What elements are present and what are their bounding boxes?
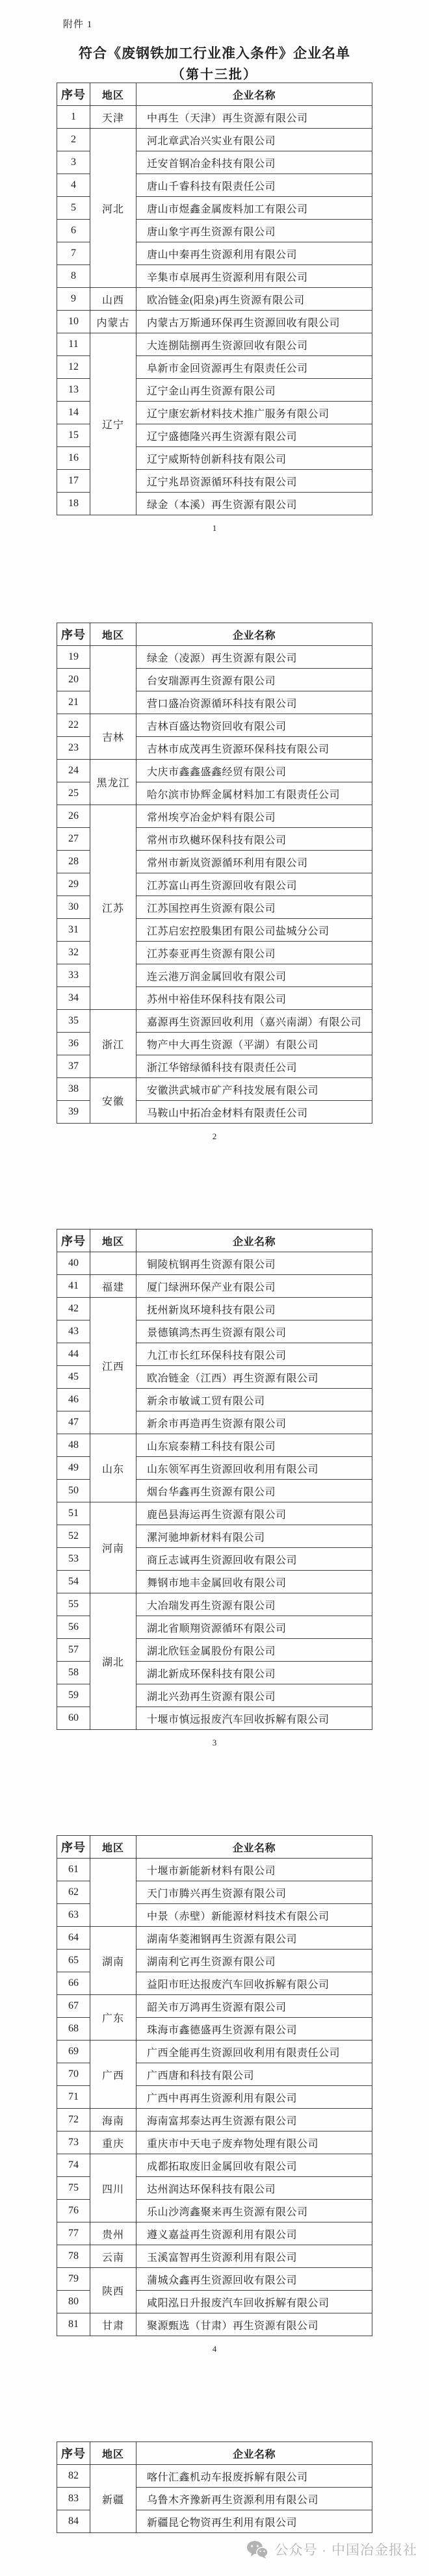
serial-cell: 20 — [57, 669, 90, 691]
region-cell: 四川 — [90, 2154, 136, 2222]
region-cell: 河北 — [90, 129, 136, 288]
company-cell: 益阳市旺达报废汽车回收拆解有限公司 — [136, 1972, 372, 1995]
table-block-5 — [57, 2441, 372, 2533]
company-cell: 抚州新岚环境科技有限公司 — [136, 1298, 372, 1320]
region-cell — [90, 646, 136, 714]
serial-cell: 48 — [57, 1434, 90, 1457]
serial-cell: 12 — [57, 356, 90, 379]
serial-cell: 36 — [57, 1033, 90, 1055]
col-header-company: 企业名称 — [136, 83, 372, 106]
serial-cell: 42 — [57, 1298, 90, 1320]
company-cell: 江苏富山再生资源回收有限公司 — [136, 873, 372, 896]
serial-cell: 77 — [57, 2222, 90, 2245]
region-cell — [90, 1859, 136, 1927]
company-cell: 大连捌陆捌再生资源回收有限公司 — [136, 333, 372, 356]
table-row — [57, 646, 372, 669]
serial-cell: 27 — [57, 828, 90, 851]
company-cell: 苏州中裕佳环保科技有限公司 — [136, 987, 372, 1010]
serial-cell: 84 — [57, 2510, 90, 2533]
serial-cell: 31 — [57, 919, 90, 942]
table-row — [57, 2132, 372, 2154]
serial-cell: 80 — [57, 2291, 90, 2313]
col-header-region: 地区 — [90, 83, 136, 106]
company-cell: 天门市腾兴再生资源有限公司 — [136, 1881, 372, 1904]
col-header-serial: 序号 — [57, 1836, 90, 1859]
region-cell: 江西 — [90, 1298, 136, 1434]
company-cell: 唐山象宇再生资源有限公司 — [136, 220, 372, 242]
serial-cell: 75 — [57, 2177, 90, 2200]
region-cell: 陕西 — [90, 2268, 136, 2313]
region-cell: 海南 — [90, 2109, 136, 2132]
serial-cell: 74 — [57, 2154, 90, 2177]
company-cell: 欧冶链金(阳泉)再生资源有限公司 — [136, 288, 372, 311]
serial-cell: 79 — [57, 2268, 90, 2291]
serial-cell: 3 — [57, 151, 90, 174]
company-cell: 聚源甄选（甘肃）再生资源有限公司 — [136, 2313, 372, 2336]
region-cell: 黑龙江 — [90, 760, 136, 805]
serial-cell: 39 — [57, 1101, 90, 1124]
table-row — [57, 2268, 372, 2291]
table-row — [57, 714, 372, 737]
header-row — [57, 83, 372, 106]
serial-cell: 64 — [57, 1927, 90, 1950]
company-cell: 乌鲁木齐豫新再生资源利用有限公司 — [136, 2488, 372, 2510]
region-cell: 吉林 — [90, 714, 136, 760]
table-row — [57, 1859, 372, 1881]
region-cell: 湖南 — [90, 1927, 136, 1995]
col-header-company: 企业名称 — [136, 2442, 372, 2465]
company-cell: 十堰市慎远报废汽车回收拆解有限公司 — [136, 1707, 372, 1730]
company-cell: 常州市新岚资源循环利用有限公司 — [136, 851, 372, 873]
table-row — [57, 2041, 372, 2063]
serial-cell: 69 — [57, 2041, 90, 2063]
serial-cell: 53 — [57, 1548, 90, 1571]
serial-cell: 14 — [57, 402, 90, 424]
company-cell: 迁安首钢冶金科技有限公司 — [136, 151, 372, 174]
table-row — [57, 1010, 372, 1033]
table-row — [57, 1252, 372, 1275]
company-cell: 欧冶链金（江西）再生资源有限公司 — [136, 1366, 372, 1389]
company-cell: 舞钢市地丰金属回收有限公司 — [136, 1571, 372, 1593]
table-row — [57, 1927, 372, 1950]
serial-cell: 33 — [57, 964, 90, 987]
serial-cell: 10 — [57, 311, 90, 333]
serial-cell: 51 — [57, 1502, 90, 1525]
table-row — [57, 2109, 372, 2132]
col-header-serial: 序号 — [57, 623, 90, 646]
table-row — [57, 106, 372, 129]
serial-cell: 45 — [57, 1366, 90, 1389]
serial-cell: 25 — [57, 782, 90, 805]
table-row — [57, 2465, 372, 2488]
company-cell: 中景（赤壁）新能源材料技术有限公司 — [136, 1904, 372, 1927]
header-row — [57, 1230, 372, 1252]
table-row — [57, 311, 372, 333]
company-cell: 绿金（本溪）再生资源有限公司 — [136, 493, 372, 515]
company-cell: 湖北省顺翔资源循环有限公司 — [136, 1616, 372, 1639]
company-cell: 湖南华菱湘钢再生资源有限公司 — [136, 1927, 372, 1950]
table-block-3 — [57, 1229, 372, 1730]
company-cell: 营口盛冶资源循环科技有限公司 — [136, 691, 372, 714]
company-cell: 遵义嘉益再生资源利用有限公司 — [136, 2222, 372, 2245]
region-cell: 重庆 — [90, 2132, 136, 2154]
serial-cell: 2 — [57, 129, 90, 151]
region-cell: 辽宁 — [90, 333, 136, 515]
company-cell: 湖北兴劲再生资源有限公司 — [136, 1684, 372, 1707]
company-cell: 阜新市金回资源再生有限责任公司 — [136, 356, 372, 379]
serial-cell: 49 — [57, 1457, 90, 1480]
company-cell: 哈尔滨市协辉金属材料加工有限责任公司 — [136, 782, 372, 805]
region-cell: 湖北 — [90, 1593, 136, 1730]
company-cell: 辽宁金山再生资源有限公司 — [136, 379, 372, 402]
table-block-1 — [57, 83, 372, 515]
company-cell: 辽宁兆昂资源循环科技有限公司 — [136, 470, 372, 493]
company-cell: 咸阳泓日升报废汽车回收拆解有限公司 — [136, 2291, 372, 2313]
col-header-serial: 序号 — [57, 2442, 90, 2465]
serial-cell: 63 — [57, 1904, 90, 1927]
serial-cell: 62 — [57, 1881, 90, 1904]
company-cell: 十堰市新能新材料有限公司 — [136, 1859, 372, 1881]
col-header-region: 地区 — [90, 623, 136, 646]
region-cell: 云南 — [90, 2245, 136, 2268]
region-cell: 天津 — [90, 106, 136, 129]
region-cell: 浙江 — [90, 1010, 136, 1078]
table-block-4 — [57, 1835, 372, 2336]
company-cell: 绿金（凌源）再生资源有限公司 — [136, 646, 372, 669]
col-header-company: 企业名称 — [136, 1836, 372, 1859]
company-cell: 重庆市中天电子废弃物处理有限公司 — [136, 2132, 372, 2154]
company-cell: 烟台华鑫再生资源有限公司 — [136, 1480, 372, 1502]
serial-cell: 55 — [57, 1593, 90, 1616]
col-header-region: 地区 — [90, 1836, 136, 1859]
col-header-company: 企业名称 — [136, 623, 372, 646]
wechat-icon — [246, 2540, 268, 2558]
serial-cell: 1 — [57, 106, 90, 129]
company-cell: 商丘志诚再生资源回收有限公司 — [136, 1548, 372, 1571]
table-row — [57, 1298, 372, 1320]
serial-cell: 61 — [57, 1859, 90, 1881]
document-title: 符合《废钢铁加工行业准入条件》企业名单 — [79, 45, 350, 61]
table-row — [57, 288, 372, 311]
col-header-serial: 序号 — [57, 83, 90, 106]
serial-cell: 57 — [57, 1639, 90, 1662]
company-cell: 唐山中秦再生资源利用有限公司 — [136, 242, 372, 265]
serial-cell: 17 — [57, 470, 90, 493]
serial-cell: 54 — [57, 1571, 90, 1593]
company-cell: 大冶瑞发再生资源有限公司 — [136, 1593, 372, 1616]
company-cell: 乐山沙湾鑫聚来再生资源有限公司 — [136, 2200, 372, 2222]
region-cell: 新疆 — [90, 2465, 136, 2533]
company-cell: 新余市再造再生资源有限公司 — [136, 1411, 372, 1434]
table-row — [57, 1275, 372, 1298]
region-cell: 福建 — [90, 1275, 136, 1298]
company-cell: 唐山千睿科技有限责任公司 — [136, 174, 372, 197]
table-row — [57, 2313, 372, 2336]
serial-cell: 22 — [57, 714, 90, 737]
serial-cell: 18 — [57, 493, 90, 515]
region-cell: 贵州 — [90, 2222, 136, 2245]
serial-cell: 83 — [57, 2488, 90, 2510]
attachment-label: 附件 1 — [63, 19, 93, 30]
serial-cell: 28 — [57, 851, 90, 873]
region-cell: 山东 — [90, 1434, 136, 1502]
company-cell: 海南富邦泰达再生资源有限公司 — [136, 2109, 372, 2132]
company-cell: 大庆市鑫鑫盛鑫经贸有限公司 — [136, 760, 372, 782]
company-cell: 漯河驰坤新材料有限公司 — [136, 1525, 372, 1548]
serial-cell: 32 — [57, 942, 90, 964]
serial-cell: 16 — [57, 447, 90, 470]
company-cell: 湖北新成环保科技有限公司 — [136, 1662, 372, 1684]
company-cell: 河北章武冶兴实业有限公司 — [136, 129, 372, 151]
company-cell: 辽宁盛德隆兴再生资源有限公司 — [136, 424, 372, 447]
table-row — [57, 1593, 372, 1616]
serial-cell: 19 — [57, 646, 90, 669]
serial-cell: 35 — [57, 1010, 90, 1033]
col-header-company: 企业名称 — [136, 1230, 372, 1252]
serial-cell: 68 — [57, 2018, 90, 2041]
company-cell: 喀什汇鑫机动车报废拆解有限公司 — [136, 2465, 372, 2488]
serial-cell: 52 — [57, 1525, 90, 1548]
serial-cell: 78 — [57, 2245, 90, 2268]
table-row — [57, 1078, 372, 1101]
region-cell: 广西 — [90, 2041, 136, 2109]
company-cell: 达州润达环保科技有限公司 — [136, 2177, 372, 2200]
table-row — [57, 805, 372, 828]
wechat-footer — [246, 2540, 417, 2559]
serial-cell: 30 — [57, 896, 90, 919]
document-subtitle: （第十三批） — [172, 68, 257, 82]
company-table-2 — [57, 623, 372, 1124]
serial-cell: 9 — [57, 288, 90, 311]
company-cell: 山东宸泰精工科技有限公司 — [136, 1434, 372, 1457]
company-cell: 江苏国控再生资源有限公司 — [136, 896, 372, 919]
company-cell: 浙江华镕绿循科技有限责任公司 — [136, 1055, 372, 1078]
company-cell: 吉林市成茂再生资源环保科技有限公司 — [136, 737, 372, 760]
company-cell: 厦门绿洲环保产业有限公司 — [136, 1275, 372, 1298]
company-cell: 物产中大再生资源（平湖）有限公司 — [136, 1033, 372, 1055]
table-row — [57, 760, 372, 782]
company-cell: 连云港万润金属回收有限公司 — [136, 964, 372, 987]
table-row — [57, 333, 372, 356]
header-row — [57, 623, 372, 646]
table-row — [57, 2245, 372, 2268]
serial-cell: 73 — [57, 2132, 90, 2154]
page-number-3: 3 — [212, 1738, 217, 1747]
company-cell: 新余市敏诚工贸有限公司 — [136, 1389, 372, 1411]
page-number-1: 1 — [212, 523, 217, 533]
region-cell: 江苏 — [90, 805, 136, 1010]
company-cell: 常州市玖樾环保科技有限公司 — [136, 828, 372, 851]
serial-cell: 23 — [57, 737, 90, 760]
company-cell: 吉林百盛达物资回收有限公司 — [136, 714, 372, 737]
region-cell: 山西 — [90, 288, 136, 311]
company-cell: 成都拓取废旧金属回收有限公司 — [136, 2154, 372, 2177]
table-block-2 — [57, 623, 372, 1124]
col-header-region: 地区 — [90, 1230, 136, 1252]
company-cell: 安徽洪武城市矿产科技发展有限公司 — [136, 1078, 372, 1101]
serial-cell: 76 — [57, 2200, 90, 2222]
serial-cell: 58 — [57, 1662, 90, 1684]
company-table-3 — [57, 1229, 372, 1730]
serial-cell: 81 — [57, 2313, 90, 2336]
serial-cell: 4 — [57, 174, 90, 197]
serial-cell: 34 — [57, 987, 90, 1010]
company-cell: 广西唐和科技有限公司 — [136, 2063, 372, 2086]
table-row — [57, 1434, 372, 1457]
table-row — [57, 129, 372, 151]
header-row — [57, 1836, 372, 1859]
serial-cell: 60 — [57, 1707, 90, 1730]
company-cell: 新疆昆仑物资再生利用有限公司 — [136, 2510, 372, 2533]
footer-text: 公众号 · 中国冶金报社 — [274, 2543, 417, 2558]
serial-cell: 44 — [57, 1343, 90, 1366]
serial-cell: 46 — [57, 1389, 90, 1411]
region-cell — [90, 1252, 136, 1275]
company-cell: 九江市长红环保科技有限公司 — [136, 1343, 372, 1366]
serial-cell: 37 — [57, 1055, 90, 1078]
company-table-4 — [57, 1835, 372, 2336]
company-cell: 山东领军再生资源回收利用有限公司 — [136, 1457, 372, 1480]
company-cell: 辽宁康宏新材料技术推广服务有限公司 — [136, 402, 372, 424]
serial-cell: 41 — [57, 1275, 90, 1298]
serial-cell: 26 — [57, 805, 90, 828]
serial-cell: 43 — [57, 1320, 90, 1343]
page-number-4: 4 — [212, 2344, 217, 2354]
serial-cell: 66 — [57, 1972, 90, 1995]
serial-cell: 82 — [57, 2465, 90, 2488]
company-cell: 内蒙古万斯通环保再生资源回收有限公司 — [136, 311, 372, 333]
company-cell: 湖北欣钰金属股份有限公司 — [136, 1639, 372, 1662]
company-cell: 景德镇鸿杰再生资源有限公司 — [136, 1320, 372, 1343]
company-cell: 广西全能再生资源回收利用有限责任公司 — [136, 2041, 372, 2063]
company-cell: 鹿邑县海运再生资源有限公司 — [136, 1502, 372, 1525]
serial-cell: 56 — [57, 1616, 90, 1639]
serial-cell: 5 — [57, 197, 90, 220]
serial-cell: 15 — [57, 424, 90, 447]
serial-cell: 13 — [57, 379, 90, 402]
serial-cell: 50 — [57, 1480, 90, 1502]
company-cell: 常州埃亨冶金炉料有限公司 — [136, 805, 372, 828]
company-cell: 中再生（天津）再生资源有限公司 — [136, 106, 372, 129]
company-cell: 台安瑞源再生资源有限公司 — [136, 669, 372, 691]
company-cell: 珠海市鑫德盛再生资源有限公司 — [136, 2018, 372, 2041]
serial-cell: 8 — [57, 265, 90, 288]
serial-cell: 40 — [57, 1252, 90, 1275]
region-cell: 甘肃 — [90, 2313, 136, 2336]
region-cell: 广东 — [90, 1995, 136, 2041]
serial-cell: 47 — [57, 1411, 90, 1434]
serial-cell: 38 — [57, 1078, 90, 1101]
serial-cell: 72 — [57, 2109, 90, 2132]
company-cell: 嘉源再生资源回收利用（嘉兴南湖）有限公司 — [136, 1010, 372, 1033]
serial-cell: 6 — [57, 220, 90, 242]
serial-cell: 24 — [57, 760, 90, 782]
company-table-5 — [57, 2441, 372, 2533]
company-cell: 玉溪富智再生资源利用有限公司 — [136, 2245, 372, 2268]
serial-cell: 71 — [57, 2086, 90, 2109]
company-cell: 蒲城众鑫再生资源回收有限公司 — [136, 2268, 372, 2291]
serial-cell: 65 — [57, 1950, 90, 1972]
serial-cell: 70 — [57, 2063, 90, 2086]
serial-cell: 11 — [57, 333, 90, 356]
company-cell: 广西中再再生资源利用有限公司 — [136, 2086, 372, 2109]
company-cell: 唐山市煜鑫金属废料加工有限公司 — [136, 197, 372, 220]
serial-cell: 7 — [57, 242, 90, 265]
company-cell: 湖南利它再生资源有限公司 — [136, 1950, 372, 1972]
table-row — [57, 2154, 372, 2177]
table-row — [57, 1502, 372, 1525]
company-cell: 辽宁威斯特创新科技有限公司 — [136, 447, 372, 470]
region-cell: 河南 — [90, 1502, 136, 1593]
table-row — [57, 2222, 372, 2245]
region-cell: 安徽 — [90, 1078, 136, 1124]
company-cell: 辛集市卓展再生资源利用有限公司 — [136, 265, 372, 288]
serial-cell: 21 — [57, 691, 90, 714]
company-cell: 韶关市万鸿再生资源有限公司 — [136, 1995, 372, 2018]
company-cell: 江苏泰亚再生资源有限公司 — [136, 942, 372, 964]
col-header-serial: 序号 — [57, 1230, 90, 1252]
page-number-2: 2 — [212, 1131, 217, 1141]
company-cell: 江苏启宏控股集团有限公司盐城分公司 — [136, 919, 372, 942]
company-table-1 — [57, 83, 372, 515]
header-row — [57, 2442, 372, 2465]
col-header-region: 地区 — [90, 2442, 136, 2465]
company-cell: 铜陵杭钢再生资源有限公司 — [136, 1252, 372, 1275]
company-cell: 马鞍山中拓冶金材料有限责任公司 — [136, 1101, 372, 1124]
serial-cell: 29 — [57, 873, 90, 896]
table-row — [57, 1995, 372, 2018]
serial-cell: 59 — [57, 1684, 90, 1707]
serial-cell: 67 — [57, 1995, 90, 2018]
region-cell: 内蒙古 — [90, 311, 136, 333]
